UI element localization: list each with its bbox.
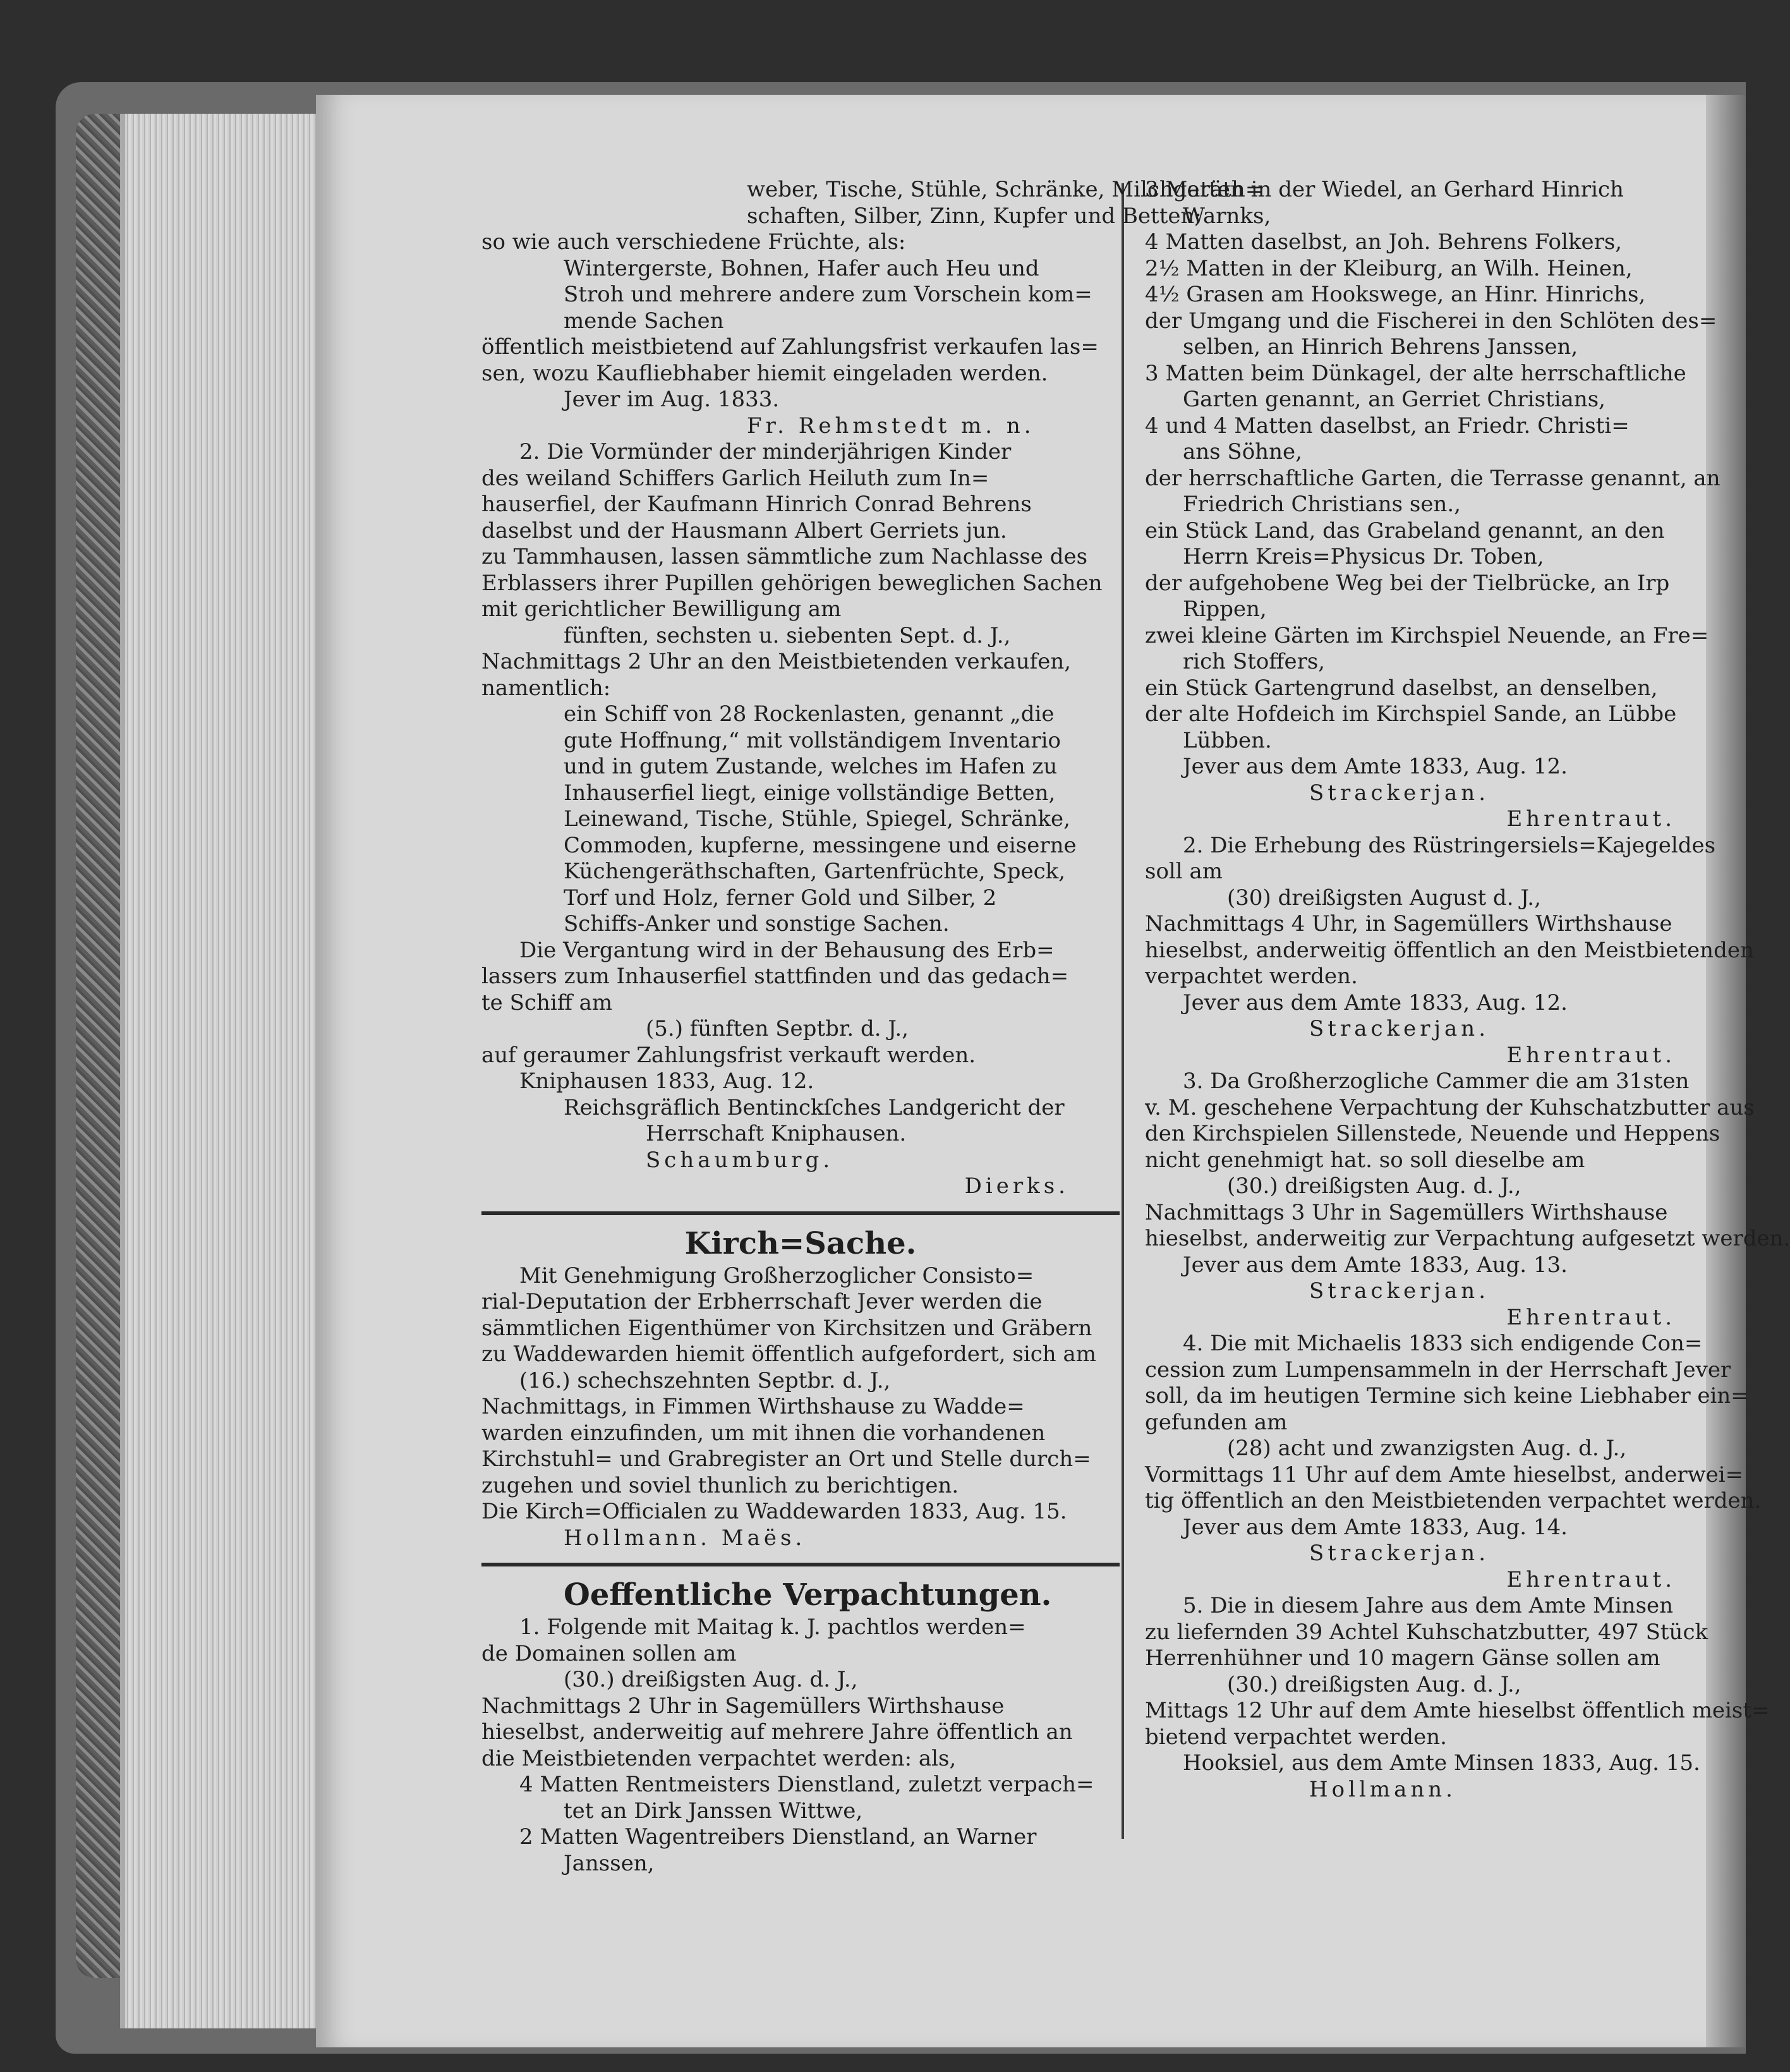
section-heading-verpachtungen: Oeffentliche Verpachtungen.: [564, 1577, 1052, 1613]
text-line: Nachmittags 4 Uhr, in Sagemüllers Wirthshause: [1145, 911, 1672, 936]
text-line: der alte Hofdeich im Kirchspiel Sande, an Lübbe: [1145, 701, 1677, 727]
text-line: Inhauserfiel liegt, einige vollständige Betten,: [564, 780, 1056, 806]
text-line: daselbst und der Hausmann Albert Gerriets jun.: [481, 518, 1007, 543]
text-line: soll am: [1145, 859, 1223, 884]
text-line: rial-Deputation der Erbherrschaft Jever werden die: [481, 1289, 1043, 1314]
text-line: 2. Die Vormünder der minderjährigen Kinder: [519, 439, 1012, 464]
page-edges: [120, 114, 327, 2028]
text-line: hieselbst, anderweitig zur Verpachtung aufgesetzt werden.: [1145, 1226, 1790, 1251]
text-line: zu Tammhausen, lassen sämmtliche zum Nachlasse des: [481, 544, 1088, 569]
text-line: tet an Dirk Janssen Wittwe,: [564, 1798, 863, 1824]
text-line: auf geraumer Zahlungsfrist verkauft werden.: [481, 1042, 976, 1068]
text-line: der Umgang und die Fischerei in den Schlöten des=: [1145, 308, 1717, 334]
text-line: Stroh und mehrere andere zum Vorschein kom=: [564, 282, 1092, 307]
text-line: Die Vergantung wird in der Behausung des Erb=: [519, 937, 1055, 963]
text-line: ein Stück Gartengrund daselbst, an denselben,: [1145, 675, 1658, 701]
text-line: zu liefernden 39 Achtel Kuhschatzbutter, 497 Stück: [1145, 1619, 1708, 1645]
text-line: Hooksiel, aus dem Amte Minsen 1833, Aug. 15.: [1183, 1750, 1700, 1776]
text-line: Lübben.: [1183, 727, 1272, 753]
text-line: so wie auch verschiedene Früchte, als:: [481, 229, 906, 255]
text-line: Fr. Rehmstedt m. n.: [747, 413, 1035, 439]
text-line: hauserfiel, der Kaufmann Hinrich Conrad Behrens: [481, 492, 1032, 517]
text-line: 2. Die Erhebung des Rüstringersiels=Kajegeldes: [1183, 832, 1716, 858]
text-line: Torf und Holz, ferner Gold und Silber, 2: [564, 885, 997, 911]
text-line: te Schiff am: [481, 990, 613, 1015]
text-line: Ehrentraut.: [1506, 806, 1676, 832]
text-line: (16.) schechszehnten Septbr. d. J.,: [519, 1367, 891, 1393]
text-line: des weiland Schiffers Garlich Heiluth zum In=: [481, 465, 989, 491]
text-line: (5.) fünften Septbr. d. J.,: [646, 1016, 909, 1041]
text-line: Nachmittags 3 Uhr in Sagemüllers Wirthshause: [1145, 1199, 1668, 1225]
text-line: Ehrentraut.: [1506, 1042, 1676, 1068]
text-line: Jever aus dem Amte 1833, Aug. 12.: [1183, 754, 1568, 779]
text-line: Küchengeräthschaften, Gartenfrüchte, Speck,: [564, 859, 1066, 884]
text-line: (30.) dreißigsten Aug. d. J.,: [564, 1667, 858, 1692]
text-line: Warnks,: [1183, 203, 1271, 229]
section-rule: [481, 1563, 1120, 1566]
text-line: verpachtet werden.: [1145, 964, 1358, 989]
text-line: 4 und 4 Matten daselbst, an Friedr. Christi=: [1145, 413, 1630, 439]
text-line: warden einzufinden, um mit ihnen die vorhandenen: [481, 1420, 1046, 1446]
notice-block-kirch: [481, 1263, 1120, 1552]
text-line: Dierks.: [964, 1173, 1069, 1199]
text-line: sen, wozu Kaufliebhaber hiemit eingeladen werden.: [481, 360, 1048, 386]
text-line: der aufgehobene Weg bei der Tielbrücke, an Irp: [1145, 570, 1670, 596]
text-line: zu Waddewarden hiemit öffentlich aufgefordert, sich am: [481, 1342, 1096, 1367]
text-line: v. M. geschehene Verpachtung der Kuhschatzbutter aus: [1145, 1094, 1755, 1120]
text-line: 3 Matten in der Wiedel, an Gerhard Hinrich: [1145, 177, 1624, 202]
text-line: 4 Matten daselbst, an Joh. Behrens Folkers,: [1145, 229, 1623, 255]
text-line: (30.) dreißigsten Aug. d. J.,: [1227, 1671, 1521, 1697]
text-line: Leinewand, Tische, Stühle, Spiegel, Schränke,: [564, 806, 1070, 832]
text-line: Strackerjan.: [1309, 1016, 1490, 1041]
column-divider: [1122, 183, 1124, 1839]
text-line: Garten genannt, an Gerriet Christians,: [1183, 387, 1606, 412]
notice-block-domains: [481, 1615, 1120, 1877]
text-line: 2½ Matten in der Kleiburg, an Wilh. Heinen,: [1145, 255, 1633, 281]
text-line: und in gutem Zustande, welches im Hafen zu: [564, 754, 1058, 779]
section-heading-kirch-sache: Kirch=Sache.: [684, 1225, 917, 1261]
text-line: mende Sachen: [564, 308, 724, 334]
text-line: Commoden, kupferne, messingene und eiserne: [564, 832, 1077, 858]
text-line: mit gerichtlicher Bewilligung am: [481, 597, 842, 622]
text-line: soll, da im heutigen Termine sich keine Liebhaber ein=: [1145, 1383, 1749, 1409]
text-line: Die Kirch=Officialen zu Waddewarden 1833, Aug. 15.: [481, 1499, 1067, 1524]
text-line: sämmtlichen Eigenthümer von Kirchsitzen und Gräbern: [481, 1315, 1092, 1341]
text-line: (30) dreißigsten August d. J.,: [1227, 885, 1541, 911]
text-line: Ehrentraut.: [1506, 1304, 1676, 1330]
text-line: 1. Folgende mit Maitag k. J. pachtlos werden=: [519, 1615, 1026, 1640]
text-line: Vormittags 11 Uhr auf dem Amte hieselbst, anderwei=: [1145, 1462, 1744, 1487]
text-line: Jever im Aug. 1833.: [564, 387, 780, 412]
text-line: 2 Matten Wagentreibers Dienstland, an Warner: [519, 1824, 1037, 1850]
text-line: ans Söhne,: [1183, 439, 1302, 464]
text-line: 3 Matten beim Dünkagel, der alte herrschaftliche: [1145, 360, 1686, 386]
text-line: Friedrich Christians sen.,: [1183, 492, 1461, 517]
text-line: nicht genehmigt hat. so soll dieselbe am: [1145, 1147, 1585, 1173]
text-line: ein Schiff von 28 Rockenlasten, genannt „die: [564, 701, 1055, 727]
text-line: Jever aus dem Amte 1833, Aug. 14.: [1183, 1514, 1568, 1540]
text-line: Nachmittags, in Fimmen Wirthshause zu Wadde=: [481, 1394, 1025, 1419]
text-line: Hollmann. Maës.: [564, 1525, 806, 1551]
text-line: Strackerjan.: [1309, 780, 1490, 806]
text-line: Jever aus dem Amte 1833, Aug. 13.: [1183, 1252, 1568, 1278]
text-line: de Domainen sollen am: [481, 1640, 737, 1666]
text-line: gute Hoffnung,“ mit vollständigem Inventario: [564, 727, 1061, 753]
text-line: rich Stoffers,: [1183, 649, 1326, 674]
text-line: Rippen,: [1183, 597, 1267, 622]
text-line: Herrschaft Kniphausen.: [646, 1121, 907, 1146]
text-line: Herrn Kreis=Physicus Dr. Toben,: [1183, 544, 1544, 569]
text-line: die Meistbietenden verpachtet werden: als,: [481, 1745, 957, 1771]
text-line: bietend verpachtet werden.: [1145, 1724, 1447, 1750]
text-line: Herrenhühner und 10 magern Gänse sollen am: [1145, 1645, 1660, 1671]
text-line: Mit Genehmigung Großherzoglicher Consisto=: [519, 1263, 1034, 1288]
text-line: tig öffentlich an den Meistbietenden verpachtet werden.: [1145, 1488, 1762, 1513]
text-line: schaften, Silber, Zinn, Kupfer und Betten;: [747, 203, 1202, 229]
right-column: [1145, 177, 1790, 1803]
text-line: zwei kleine Gärten im Kirchspiel Neuende, an Fre=: [1145, 622, 1709, 648]
text-line: 4½ Grasen am Hookswege, an Hinr. Hinrichs,: [1145, 282, 1646, 307]
text-line: Strackerjan.: [1309, 1278, 1490, 1304]
text-line: cession zum Lumpensammeln in der Herrschaft Jever: [1145, 1357, 1731, 1383]
text-line: fünften, sechsten u. siebenten Sept. d. J.,: [564, 622, 1011, 648]
text-line: gefunden am: [1145, 1409, 1288, 1435]
text-line: selben, an Hinrich Behrens Janssen,: [1183, 334, 1578, 360]
text-line: Janssen,: [564, 1850, 655, 1876]
text-line: Nachmittags 2 Uhr in Sagemüllers Wirthshause: [481, 1693, 1005, 1719]
text-line: hieselbst, anderweitig öffentlich an den Meistbietenden: [1145, 937, 1754, 963]
text-line: Erblassers ihrer Pupillen gehörigen beweglichen Sachen: [481, 570, 1103, 596]
text-line: Ehrentraut.: [1506, 1566, 1676, 1592]
text-line: weber, Tische, Stühle, Schränke, Milchgeräth=: [747, 177, 1264, 202]
text-line: hieselbst, anderweitig auf mehrere Jahre öffentlich an: [481, 1719, 1073, 1745]
text-line: namentlich:: [481, 675, 611, 701]
text-line: Mittags 12 Uhr auf dem Amte hieselbst öffentlich meist=: [1145, 1698, 1770, 1723]
text-line: Nachmittags 2 Uhr an den Meistbietenden verkaufen,: [481, 649, 1072, 674]
text-line: öffentlich meistbietend auf Zahlungsfrist verkaufen las=: [481, 334, 1099, 360]
text-line: 5. Die in diesem Jahre aus dem Amte Minsen: [1183, 1593, 1674, 1618]
text-line: Strackerjan.: [1309, 1541, 1490, 1566]
text-line: der herrschaftliche Garten, die Terrasse genannt, an: [1145, 465, 1720, 491]
text-line: (30.) dreißigsten Aug. d. J.,: [1227, 1173, 1521, 1199]
text-line: 3. Da Großherzogliche Cammer die am 31sten: [1183, 1069, 1690, 1094]
text-line: Kniphausen 1833, Aug. 12.: [519, 1069, 814, 1094]
text-line: Schaumburg.: [646, 1147, 834, 1173]
text-line: 4. Die mit Michaelis 1833 sich endigende Con=: [1183, 1331, 1703, 1356]
text-line: ein Stück Land, das Grabeland genannt, an den: [1145, 518, 1665, 543]
text-line: Schiffs-Anker und sonstige Sachen.: [564, 911, 950, 936]
text-line: den Kirchspielen Sillenstede, Neuende und Heppens: [1145, 1121, 1720, 1146]
notice-block-leases: [1145, 177, 1790, 1803]
text-line: Kirchstuhl= und Grabregister an Ort und Stelle durch=: [481, 1446, 1091, 1472]
text-line: Hollmann.: [1309, 1776, 1456, 1802]
text-line: (28) acht und zwanzigsten Aug. d. J.,: [1227, 1436, 1627, 1461]
section-rule: [481, 1211, 1120, 1215]
text-line: Jever aus dem Amte 1833, Aug. 12.: [1183, 990, 1568, 1015]
text-line: zugehen und soviel thunlich zu berichtigen.: [481, 1472, 959, 1498]
text-line: Wintergerste, Bohnen, Hafer auch Heu und: [564, 255, 1039, 281]
text-line: lassers zum Inhauserfiel stattfinden und das gedach=: [481, 964, 1069, 989]
text-line: Reichsgräflich Bentinckſches Landgericht der: [564, 1094, 1065, 1120]
text-line: 4 Matten Rentmeisters Dienstland, zuletzt verpach=: [519, 1772, 1094, 1797]
